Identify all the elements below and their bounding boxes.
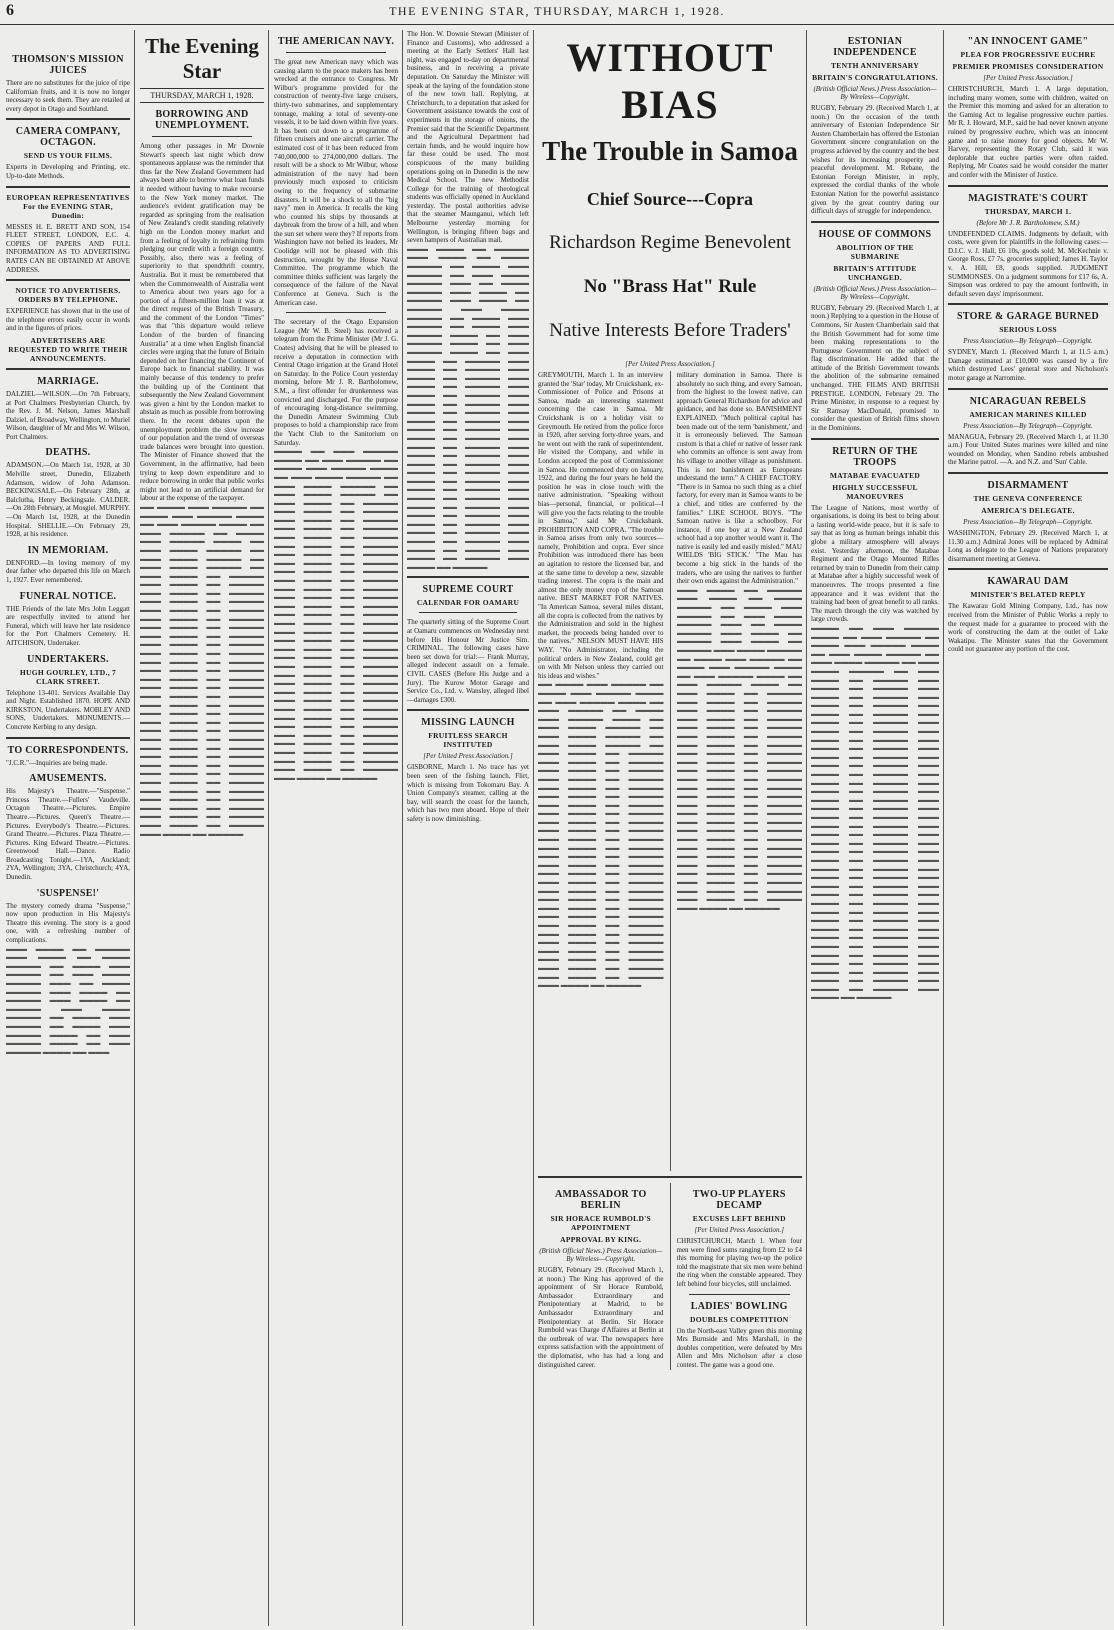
thomson-ad: There are no substitutes for the juice of ripe Californian fruits, and it is now no longer necessary to seek them. They are retailed at every depot in Otago and Southland. <box>6 79 130 113</box>
berlin-story <box>538 1183 664 1370</box>
notice-heading: NOTICE TO ADVERTISERS. ORDERS BY TELEPHONE. <box>15 286 121 305</box>
samoa-deck-copra: Chief Source---Copra <box>586 189 754 209</box>
kawarau-body: The Kawarau Gold Mining Company, Ltd., has now received from the Minister of Public Works a reply to the request made for a guarantee to proceed with the work of constructing the dam at the outlet of Lake Wakatipu. The Minister states that the Government could not guarantee any portion of the cost. <box>948 602 1108 654</box>
disarmament-subheading: THE GENEVA CONFERENCE <box>973 494 1083 504</box>
divider <box>152 136 252 137</box>
estonia-subheading-2: BRITAIN'S CONGRATULATIONS. <box>812 73 938 82</box>
divider <box>689 1294 791 1295</box>
kawarau-heading: KAWARAU DAM <box>987 576 1069 588</box>
berlin-subheading-2: APPROVAL BY KING. <box>560 1235 642 1244</box>
store-fire-heading: STORE & GARAGE BURNED <box>957 311 1099 323</box>
deaths-heading: DEATHS. <box>45 447 91 459</box>
column-rule <box>670 1183 671 1370</box>
divider <box>6 279 130 281</box>
missing-launch-heading: MISSING LAUNCH <box>421 717 515 729</box>
samoa-body-right-column <box>677 371 803 1171</box>
divider <box>6 186 130 188</box>
column-rule <box>670 371 671 1171</box>
page-dateline: THE EVENING STAR, THURSDAY, MARCH 1, 1928. <box>389 4 725 18</box>
samoa-body-right: military domination in Samoa. There is absolutely no such thing, and every Samoan, from the highest to the lowest native, can approach General Richardson for advice and guidance, and has done so. BANISHMENT EXPLAINED. "Much political capital has been made out of the term 'banishment,' and it is erroneously believed. The Samoan custom is that a chief or native of lesser rank who commits an offence is sent away from his village to another village as punishment. This is not banishment as Europeans understand the term." A CHIEF FACTORY. "There is in Samoa no such thing as a chief factory, for every man in Samoa wants to be a chief, and titles are conferred by the families." LIKE SCHOOL BOYS. "The Samoan native is like a schoolboy. For instance, if one boy at a New Zealand school had a top another would want it. The native is easily led and easily misled." MAU WIELDS 'BIG STICK.' "The Mau has become a big stick in the hands of the traders, who are using the natives to further their own ends against the Administration." <box>676 371 802 586</box>
editorial-body: Among other passages in Mr Downie Stewart's speech last night which drew spontaneous applause was the reminder that thus far the New Zealand Government had always been able to borrow what loan funds it needed without having to make recourse to the New York money market. The audience's evident gratification may be regarded as springing from the realisation of New Zealand's credit standing relatively high on the London money market and from a feeling of loyalty in refraining from pledging our credit with a foreign country. Possibly, also, there was a feeling of superiority to that spendthrift country, Australia. But it must be remembered that when the Commonwealth of Australia went to America about two years ago for a portion of a fifteen-million loan it was at the direct request of the British Treasury, and the comment of the London "Times" was that "this departure would relieve London of the burden of financing Australia" at a time when English financial circles were urging that the future of Britain depended on her financing the Continent of Europe back to financial stability. It was mainly because of this tendency to prefer the building up of the Continent that subsequently the New Zealand Government was given a hint by the London market to abstain as much as possible from borrowing there. In the recent debates upon the unemployment problem the slow increase of our population and the trend of overseas trade balances were brought into question. The Minister of Finance showed that the Government, in the affirmative, had been trying to keep down expenditure and to reduce borrowing in order that public works might not lead to an artificial demand for labour at the expense of the taxpayer. <box>140 142 264 503</box>
samoa-deck <box>538 136 802 342</box>
troops-body: The League of Nations, most worthy of organisations, is doing its best to bring about a lasting world-wide peace, but it is safe to say that as long as human beings inhabit this globe a military atmosphere will always exist. Yesterday afternoon, the Matabae Regiment and the Otago Mounted Rifles returned by train to Dunedin from their camp at Matabae after a highly successful week of manoeuvres. The troops presented a fine appearance and it was evident that the training had been of great benefit to all ranks. The march through the city was watched by large crowds. <box>811 503 939 624</box>
nicaragua-heading: NICARAGUAN REBELS <box>969 395 1087 407</box>
samoa-deck-native-interests: Native Interests Before Traders' <box>549 320 791 341</box>
estonia-body: RUGBY, February 29. (Received March 1, at noon.) On the occasion of the tenth anniversary of Estonian Independence Sir Austen Chamberlain has offered the Estonian Government sincere congratulation on the progress achieved by the country and the best wishes for its increasing prosperity and peaceful development. M. Rebane, the Estonian Foreign Minister, in reply, expressed the cordial thanks of the whole Estonian Nation for the powerful assistance given by the great country during our difficult days of struggle for independence. <box>811 104 939 216</box>
commons-credit: (British Official News.) Press Association—By Wireless—Copyright. <box>813 284 937 301</box>
divider <box>948 303 1108 305</box>
bowling-body: On the North-east Valley green this morning Mrs Burnside and Mrs Marshall, in the doubles competition, were defeated by Mrs Allen and Mrs Nicholson after a close contest. The game was a good one. <box>676 1326 802 1369</box>
berlin-credit: (British Official News.) Press Association—By Wireless—Copyright. <box>539 1247 663 1263</box>
nicaragua-body: MANAGUA, February 29. (Received March 1, at 11.30 a.m.) Four United States marines were killed and nine wounded on Monday, when Sandino rebels ambushed the Marine patrol. —A. and N.Z. and 'Sun' Cable. <box>948 432 1108 467</box>
euchre-heading: "AN INNOCENT GAME" <box>967 36 1089 47</box>
column-news-briefs <box>948 30 1108 1626</box>
marriage-notice: DALZIEL—WILSON.—On 7th February, at Port Chalmers Presbyterian Church, by the Rev. J. M. Nelson, James Marshall Dalziel, of Broadway, Wellington, to Muriel Wilson, daughter of Mr and Mrs W. Wilson, Port Chalmers. <box>6 389 130 441</box>
troops-heading: RETURN OF THE TROOPS <box>832 445 918 468</box>
divider <box>419 612 517 613</box>
column-samoa-feature <box>538 30 802 1626</box>
page-header <box>0 0 1114 25</box>
column-rule <box>134 30 135 1626</box>
column-filler-text: ▬▬▬▬ ▬▬ ▬▬▬ ▬▬▬▬▬ ▬▬▬▬ ▬▬ ▬▬▬ ▬▬▬▬▬ ▬▬ ▬▬▬▬ ▬▬▬ ▬▬▬▬▬ ▬▬▬▬ ▬▬ ▬▬▬ ▬▬▬▬ ▬▬▬▬▬ ▬▬ ▬▬▬ ▬▬▬▬ ▬▬▬▬▬ ▬▬ ▬▬▬ ▬▬▬▬ ▬▬▬▬▬ ▬▬ ▬▬▬ ▬▬▬▬ ▬▬ ▬▬▬▬▬ ▬▬▬ ▬▬▬▬ ▬▬ ▬▬▬▬▬ ▬▬▬ ▬▬▬▬ ▬▬ ▬▬▬▬▬ ▬▬▬ ▬▬▬▬ ▬▬ ▬▬▬▬▬ ▬▬▬ ▬▬▬▬ ▬▬ ▬▬▬▬▬ ▬▬▬ ▬▬▬▬ ▬▬ ▬▬▬▬▬ ▬▬▬ ▬▬▬▬ ▬▬ ▬▬▬▬▬ ▬▬▬ ▬▬▬▬ ▬▬ ▬▬▬▬▬ ▬▬▬ ▬▬▬▬ ▬▬ ▬▬▬▬▬ ▬▬▬ ▬▬▬▬ ▬▬ ▬▬▬▬▬ ▬▬▬ ▬▬▬▬ ▬▬ ▬▬▬▬▬ ▬▬▬ ▬▬▬▬ ▬▬ ▬▬▬▬▬ ▬▬▬ ▬▬▬▬ ▬▬ ▬▬▬▬▬ ▬▬▬ ▬▬▬▬ ▬▬ ▬▬▬▬▬ ▬▬▬ ▬▬▬▬ ▬▬ ▬▬▬▬▬ ▬▬▬ ▬▬▬▬ ▬▬ ▬▬▬▬▬ ▬▬▬ ▬▬▬▬ ▬▬ ▬▬▬▬▬ ▬▬▬ ▬▬▬▬ ▬▬ ▬▬▬▬▬ ▬▬▬ ▬▬▬▬ ▬▬ ▬▬▬▬▬ ▬▬▬ ▬▬▬▬ ▬▬ ▬▬▬▬▬ ▬▬▬ ▬▬▬▬ ▬▬ ▬▬▬▬▬ ▬▬▬ ▬▬▬▬ ▬▬ ▬▬▬▬▬ ▬▬▬ ▬▬▬▬ ▬▬ ▬▬▬▬▬ ▬▬▬ ▬▬▬▬ ▬▬ ▬▬▬▬▬ ▬▬▬ ▬▬▬▬ ▬▬ ▬▬▬▬▬ ▬▬▬ ▬▬▬▬ ▬▬ ▬▬▬▬▬ ▬▬▬ ▬▬▬▬ ▬▬ ▬▬▬▬▬ ▬▬▬ ▬▬▬▬ ▬▬ ▬▬▬▬▬ ▬▬▬ ▬▬▬▬ ▬▬ ▬▬▬▬▬ ▬▬▬ ▬▬▬▬ ▬▬ ▬▬▬▬▬ ▬▬▬ ▬▬▬▬ ▬▬ ▬▬▬▬▬ ▬▬▬ ▬▬▬▬ ▬▬ ▬▬▬▬▬ ▬▬▬ ▬▬▬▬ ▬▬ ▬▬▬▬▬ ▬▬▬ ▬▬▬▬ ▬▬ ▬▬▬▬▬ ▬▬▬ ▬▬▬▬ ▬▬ ▬▬▬▬▬ ▬▬▬ ▬▬▬▬ ▬▬ ▬▬▬▬▬ ▬▬▬ ▬▬▬▬ ▬▬ ▬▬▬▬▬ ▬▬▬ ▬▬▬▬ ▬▬ ▬▬▬▬▬ <box>811 623 939 1002</box>
column-filler-text: ▬▬▬▬ ▬▬ ▬▬▬ ▬▬▬▬▬ ▬▬▬▬ ▬▬ ▬▬▬ ▬▬▬▬▬ ▬▬ ▬▬▬▬ ▬▬▬ ▬▬▬▬▬ ▬▬▬▬ ▬▬ ▬▬▬ ▬▬▬▬ ▬▬▬▬▬ ▬▬ ▬▬▬ ▬▬▬▬ ▬▬▬▬▬ ▬▬ ▬▬▬ ▬▬▬▬ ▬▬▬▬▬ ▬▬ ▬▬▬ ▬▬▬▬ ▬▬ ▬▬▬▬▬ ▬▬▬ ▬▬▬▬ ▬▬ ▬▬▬▬▬ ▬▬▬ ▬▬▬▬ ▬▬ ▬▬▬▬▬ ▬▬▬ ▬▬▬▬ ▬▬ ▬▬▬▬▬ ▬▬▬ ▬▬▬▬ ▬▬ ▬▬▬▬▬ ▬▬▬ ▬▬▬▬ ▬▬ ▬▬▬▬▬ ▬▬▬ ▬▬▬▬ ▬▬ ▬▬▬▬▬ ▬▬▬ ▬▬▬▬ ▬▬ ▬▬▬▬▬ ▬▬▬ ▬▬▬▬ ▬▬ ▬▬▬▬▬ ▬▬▬ ▬▬▬▬ ▬▬ ▬▬▬▬▬ ▬▬▬ ▬▬▬▬ ▬▬ ▬▬▬▬▬ ▬▬▬ ▬▬▬▬ ▬▬ ▬▬▬▬▬ ▬▬▬ ▬▬▬▬ ▬▬ ▬▬▬▬▬ ▬▬▬ ▬▬▬▬ ▬▬ ▬▬▬▬▬ ▬▬▬ ▬▬▬▬ ▬▬ ▬▬▬▬▬ ▬▬▬ ▬▬▬▬ ▬▬ ▬▬▬▬▬ ▬▬▬ ▬▬▬▬ ▬▬ ▬▬▬▬▬ ▬▬▬ ▬▬▬▬ ▬▬ ▬▬▬▬▬ ▬▬▬ ▬▬▬▬ ▬▬ ▬▬▬▬▬ ▬▬▬ ▬▬▬▬ ▬▬ ▬▬▬▬▬ ▬▬▬ ▬▬▬▬ ▬▬ ▬▬▬▬▬ ▬▬▬ ▬▬▬▬ ▬▬ ▬▬▬▬▬ ▬▬▬ ▬▬▬▬ ▬▬ ▬▬▬▬▬ ▬▬▬ ▬▬▬▬ ▬▬ ▬▬▬▬▬ ▬▬▬ ▬▬▬▬ ▬▬ ▬▬▬▬▬ ▬▬▬ ▬▬▬▬ ▬▬ ▬▬▬▬▬ ▬▬▬ ▬▬▬▬ ▬▬ ▬▬▬▬▬ ▬▬▬ ▬▬▬▬ ▬▬ ▬▬▬▬▬ ▬▬▬ ▬▬▬▬ ▬▬ ▬▬▬▬▬ ▬▬▬ ▬▬▬▬ ▬▬ ▬▬▬▬▬ ▬▬▬ ▬▬▬▬ ▬▬ ▬▬▬▬▬ ▬▬▬ ▬▬▬▬ ▬▬ ▬▬▬▬▬ ▬▬▬ ▬▬▬▬ ▬▬ ▬▬▬▬▬ <box>274 447 398 782</box>
suspense-review: The mystery comedy drama "Suspense," now upon production in His Majesty's Theatre this evening. The story is a good one, with a refreshing number of complications. <box>6 901 130 945</box>
masthead: The Evening Star <box>145 34 259 83</box>
twoup-story <box>677 1183 803 1370</box>
magistrate-heading: MAGISTRATE'S COURT <box>968 192 1088 204</box>
agents-heading: EUROPEAN REPRESENTATIVES For the EVENING STAR, Dunedin: <box>6 192 130 220</box>
column-rule <box>806 30 807 1626</box>
navy-body: The great new American navy which was causing alarm to the peace makers has been wrecked at the entrance to Congress. Mr Wilbur's programme provided for the construction of twenty-five large cruisers, thirty-two submarines, and supplementary tonnage, making a total of seventy-one vessels, it to be laid down within five years. It has been cut down to a programme of fifteen cruisers and one aircraft carrier. The estimated cost of it has been reduced from 740,000,000 to 274,000,000 dollars. The result will be a shock to Mr Wilbur, whose administration of the navy had been previously much exposed to criticism owing to the frequency of submarine disasters. It will be a shock to all the "big navy" men in America. It recalls the king who counted his ships by thousands at daybreak from the brow of a hill, and when the sun set where were they? If reports from Washington have not belied its leaders, Mr Coolidge will not be pleased with this destruction, wrought by the House Naval Committee. The programme which the committee thinks sufficient was largely the consequence of the failure of the Naval Conference at Geneva. Such is the American case. <box>274 58 398 307</box>
memoriam-notice: DENFORD.—In loving memory of my dear father who departed this life on March 1, 1927. Ever remembered. <box>6 558 130 584</box>
samoa-lower-columns <box>538 1183 802 1370</box>
memoriam-heading: IN MEMORIAM. <box>27 544 109 556</box>
disarmament-subheading-2: AMERICA'S DELEGATE. <box>981 506 1075 516</box>
berlin-heading: AMBASSADOR TO BERLIN <box>554 1189 647 1211</box>
column-rule <box>533 30 534 1626</box>
supreme-court-body: The quarterly sitting of the Supreme Court at Oamaru commences on Wednesday next before His Honour Mr Justice Sim. CRIMINAL. The following cases have been set down for trial:— Frank Murray, alleged indecent assault on a female. CIVIL CASES (Before His Judge and a Jury). The Kurow Motor Garage and Service Co., Ltd. v. Wansley, alleged libel—damages £300. <box>407 618 529 704</box>
nicaragua-credit: Press Association—By Telegraph—Copyright. <box>963 421 1093 430</box>
missing-launch-body: GISBORNE, March 1. No trace has yet been seen of the fishing launch, Flirt, which is missing from Tokomaru Bay. A Union Company's steamer, calling at the bay, will search the coast for the launch, which has two men aboard. Hope of their safety is now diminishing. <box>407 763 529 823</box>
kawarau-subheading: MINISTER'S BELATED REPLY <box>970 590 1086 600</box>
divider <box>6 118 130 120</box>
samoa-headline: The Trouble in Samoa <box>542 136 798 166</box>
samoa-body-left: GREYMOUTH, March 1. In an interview granted the 'Star' today, Mr Cruickshank, ex-Commissioner of Police and Prisons at Samoa, made an interesting statement concerning the case in Samoa. Mr Cruickshank is on a holiday visit to Greymouth. He retired from the police force in 1920, after serving forty-three years, and he went out with the rank of superintendent. He visited the Company, and while in London accepted the post of Commissioner in Samoa. He commenced duty on January, 1922, and during the four years he held the position he was in close touch with the native administration. "Speaking without bias—personal, financial, or political—I will give you the facts relating to the trouble in Samoa," said Mr Cruickshank. PROHIBITION AND COPRA. "The trouble in Samoa arises from only two sources—namely, Prohibition and copra. Ever since Prohibition was introduced there has been an agitation to restore the licensed bar, and at the same time to develop a new, sizeable trading interest. The copra is the main and almost the only money crop of the Samoan native. BEST MARKET FOR NATIVES. "In American Samoa, several miles distant, all the copra is collected from the natives by the Administration and sold in the highest market, the proceeds being handed over to the natives." NELSON MUST HAVE HIS WAY. "No Administrator, including the political orders in New Zealand, could get on with Mr Nelson unless they carried out his ideas and wishes." <box>538 371 664 680</box>
samoa-body-columns <box>538 371 802 1171</box>
column-filler-text: ▬▬▬ ▬▬▬▬ ▬▬ ▬▬▬▬▬ ▬▬▬ ▬▬▬▬ ▬▬ ▬▬▬▬ ▬▬▬▬▬ ▬▬ ▬▬▬▬ ▬▬▬ ▬▬▬▬▬ ▬▬ ▬▬▬ ▬▬▬▬ ▬▬▬▬▬ ▬▬▬ ▬▬ ▬▬▬▬ ▬▬▬▬▬ ▬▬▬ ▬▬▬▬ ▬▬ ▬▬▬▬▬ ▬▬▬ ▬▬▬▬ ▬▬ ▬▬▬▬▬ ▬▬▬ ▬▬▬▬ ▬▬▬▬▬ ▬▬ ▬▬▬▬ ▬▬▬ ▬▬▬▬▬ ▬▬ ▬▬▬▬ ▬▬▬ ▬▬▬▬▬ ▬▬▬▬ ▬▬ ▬▬▬ ▬▬▬▬▬ ▬▬▬▬ ▬▬ ▬▬▬ ▬▬▬▬▬ ▬▬▬▬ ▬▬ ▬▬▬ <box>6 944 130 1056</box>
missing-launch-subheading: FRUITLESS SEARCH INSTITUTED <box>428 731 508 750</box>
divider <box>6 368 130 370</box>
column-american-navy <box>274 30 398 1626</box>
divider <box>811 438 939 440</box>
supreme-court-subheading: CALENDAR FOR OAMARU <box>416 598 520 608</box>
divider <box>948 568 1108 570</box>
column-classifieds <box>6 30 130 1626</box>
column-local-news <box>407 30 529 1626</box>
magistrate-date: THURSDAY, MARCH 1. <box>984 206 1072 216</box>
twoup-heading: TWO-UP PLAYERS DECAMP <box>692 1189 786 1211</box>
berlin-body: RUGBY, February 29. (Received March 1, at noon.) The King has approved of the appointment of Sir Horace Rumbold, Ambassador Extraordinary and Plenipotentiary at Madrid, to be Ambassador Extraordinary and Plenipotentiary at Berlin. Sir Horace Rumbold was Charge d'Affaires at Berlin at the outbreak of war. The newspapers here express satisfaction with the appointment of the diplomatist, who has had a long and distinguished career. <box>538 1266 664 1369</box>
commons-body: RUGBY, February 29. (Received March 1, at noon.) Replying to a question in the House of Commons, Sir Austen Chamberlain said that the British Government had for some time been making representations to the Portuguese Government on the subject of flag discrimination. He added that the attitude of the British Government towards the abolition of the submarine remained unchanged. THE FILMS AND BRITISH PRESTIGE. LONDON, February 29. The Prime Minister, in response to a request by Sir Ramsay MacDonald, promised to consider the question of British films shown in the Dominions. <box>811 303 939 433</box>
column-filler-text: ▬▬ ▬▬▬▬ ▬▬▬ ▬▬▬▬▬ ▬▬ ▬▬▬▬ ▬▬▬ ▬▬▬▬▬ ▬▬▬▬ ▬▬ ▬▬▬ ▬▬▬▬▬ ▬▬▬▬ ▬▬ ▬▬▬ ▬▬▬▬▬ ▬▬ ▬▬▬▬ ▬▬▬ ▬▬▬▬▬ ▬▬▬▬ ▬▬ ▬▬▬ ▬▬▬▬ ▬▬▬▬▬ ▬▬ ▬▬▬ ▬▬▬▬ ▬▬▬▬▬ ▬▬ ▬▬▬ ▬▬▬▬ ▬▬▬▬▬ ▬▬ ▬▬▬ ▬▬▬▬ ▬▬ ▬▬▬▬▬ ▬▬▬ ▬▬▬▬ ▬▬ ▬▬▬▬▬ ▬▬▬ ▬▬▬▬ ▬▬ ▬▬▬▬▬ ▬▬▬ ▬▬▬▬ ▬▬ ▬▬▬▬▬ ▬▬▬ ▬▬▬▬ ▬▬ ▬▬▬▬▬ ▬▬▬ ▬▬▬▬ ▬▬ ▬▬▬▬▬ ▬▬▬ ▬▬▬▬ ▬▬ ▬▬▬▬▬ ▬▬▬ ▬▬▬▬ ▬▬ ▬▬▬▬▬ ▬▬▬ ▬▬▬▬ ▬▬ ▬▬▬▬▬ ▬▬▬ ▬▬▬▬ ▬▬ ▬▬▬▬▬ ▬▬▬ ▬▬▬▬ ▬▬ ▬▬▬▬▬ ▬▬▬ ▬▬▬▬ ▬▬ ▬▬▬▬▬ ▬▬▬ ▬▬▬▬ ▬▬ ▬▬▬▬▬ ▬▬▬ ▬▬▬▬ ▬▬ ▬▬▬▬▬ ▬▬▬ ▬▬▬▬ ▬▬ ▬▬▬▬▬ ▬▬▬ ▬▬▬▬ ▬▬ ▬▬▬▬▬ ▬▬▬ ▬▬▬▬ ▬▬ ▬▬▬▬▬ ▬▬▬ ▬▬▬▬ ▬▬ ▬▬▬▬▬ ▬▬▬ ▬▬▬▬ ▬▬ ▬▬▬▬▬ ▬▬▬ ▬▬▬▬ ▬▬ ▬▬▬▬▬ ▬▬▬ ▬▬▬▬ ▬▬ ▬▬▬▬▬ ▬▬▬ ▬▬▬▬ ▬▬ ▬▬▬▬▬ ▬▬▬ ▬▬▬▬ ▬▬ ▬▬▬▬▬ ▬▬▬ ▬▬▬▬ ▬▬ ▬▬▬▬▬ ▬▬▬ ▬▬▬▬ ▬▬ ▬▬▬▬▬ ▬▬▬ ▬▬▬▬ ▬▬ ▬▬▬▬▬ ▬▬▬ ▬▬▬▬ ▬▬ ▬▬▬▬▬ ▬▬▬ ▬▬▬▬ ▬▬ ▬▬▬▬▬ ▬▬▬ ▬▬▬▬ ▬▬ ▬▬▬▬▬ ▬▬▬ ▬▬▬▬ ▬▬ ▬▬▬▬▬ ▬▬▬ ▬▬▬▬ ▬▬ ▬▬▬▬▬ <box>140 502 264 838</box>
commons-subheading: ABOLITION OF THE SUBMARINE <box>836 242 914 261</box>
bowling-subheading: DOUBLES COMPETITION <box>690 1314 789 1324</box>
divider <box>286 312 386 313</box>
amusements-list: His Majesty's Theatre.—"Suspense." Princess Theatre.—Fullers' Vaudeville. Octagon Theatre.—Pictures. Empire Theatre.—Pictures. Queen's Theatre.—Pictures. Everybody's Theatre.—Pictures. Grand Theatre.—Pictures. Plaza Theatre.—Pictures. King Edward Theatre.—Pictures. Greenwood Hall.—Dance. Radio Broadcasting Tonight.—1YA, Auckland; 2YA, Wellington; 3YA, Christchurch; 4YA, Dunedin. <box>6 787 130 882</box>
divider <box>6 737 130 739</box>
column-editorial <box>140 30 264 1626</box>
samoa-deck-richardson: Richardson Regime Benevolent <box>549 232 791 253</box>
local-news-body: The secretary of the Otago Expansion League (Mr W. B. Steel) has received a telegram from the Prime Minister (Mr J. G. Coates) advising that he will be pleased to receive a deputation in connection with Central Otago irrigation at the Grand Hotel on Saturday. In the Police Court yesterday morning, before Mr J. R. Bartholomew, S.M., a first offender for drunkenness was convicted and discharged. For the purpose of encouraging long-distance swimming, the Dunedin Amateur Swimming Club proposes to hold a championship race from the Yacht Club to the Sanitorium on Saturday. <box>274 318 398 447</box>
divider <box>407 576 529 578</box>
suspense-heading: 'SUSPENSE!' <box>36 887 100 899</box>
agents-notice: MESSES H. E. BRETT AND SON, 154 FLEET STREET, LONDON, E.C. 4. COPIES OF PAPERS AND FULL INFORMATION AS TO ADVERTISING RATES CAN BE OBTAINED AT ABOVE ADDRESS. <box>6 222 130 274</box>
page-number: 6 <box>6 2 14 19</box>
disarmament-credit: Press Association—By Telegraph—Copyright. <box>963 518 1093 527</box>
estonia-subheading: TENTH ANNIVERSARY <box>831 61 919 70</box>
divider <box>948 472 1108 474</box>
commons-heading: HOUSE OF COMMONS <box>818 228 932 240</box>
column-rule <box>268 30 269 1626</box>
funeral-heading: FUNERAL NOTICE. <box>19 590 117 602</box>
disarmament-body: WASHINGTON, February 29. (Received March 1, at 11.30 a.m.) Admiral Jones will be replaced by Admiral Long as delegate to the League of Nations preparatory disarmament meeting at Geneva. <box>948 529 1108 563</box>
divider <box>948 388 1108 390</box>
navy-heading: THE AMERICAN NAVY. <box>277 36 395 47</box>
column-filler-text: ▬▬▬ ▬▬▬▬ ▬▬ ▬▬▬▬▬ ▬▬▬ ▬▬▬▬ ▬▬ ▬▬▬▬ ▬▬▬▬▬ ▬▬ ▬▬▬▬ ▬▬▬ ▬▬▬▬▬ ▬▬ ▬▬▬ ▬▬▬▬ ▬▬▬▬▬ ▬▬▬ ▬▬ ▬▬▬▬ ▬▬▬▬▬ ▬▬▬ ▬▬▬▬ ▬▬ ▬▬▬▬▬ ▬▬▬ ▬▬▬▬ ▬▬ ▬▬▬▬▬ ▬▬▬ ▬▬▬▬ ▬▬▬▬▬ ▬▬ ▬▬▬▬ ▬▬▬ ▬▬▬▬▬ ▬▬ ▬▬▬▬ ▬▬▬ ▬▬▬▬▬ ▬▬▬▬ ▬▬ ▬▬▬ ▬▬▬▬▬ ▬▬▬▬ ▬▬ ▬▬▬ ▬▬▬▬▬ ▬▬▬▬ ▬▬ ▬▬▬ ▬▬▬▬ ▬▬ ▬▬▬▬▬ ▬▬▬ ▬▬▬▬ ▬▬ ▬▬▬▬▬ ▬▬▬ ▬▬▬▬ ▬▬ ▬▬▬▬▬ ▬▬▬ ▬▬▬▬ ▬▬ ▬▬▬▬▬ ▬▬▬ ▬▬▬▬ ▬▬ ▬▬▬▬▬ ▬▬▬ ▬▬▬▬ ▬▬ ▬▬▬▬▬ ▬▬▬ ▬▬▬▬ ▬▬ ▬▬▬▬▬ ▬▬▬ ▬▬▬▬ ▬▬ ▬▬▬▬▬ ▬▬▬ ▬▬▬▬ ▬▬ ▬▬▬▬▬ ▬▬▬ ▬▬▬▬ ▬▬ ▬▬▬▬▬ ▬▬▬ ▬▬▬▬ ▬▬ ▬▬▬▬▬ ▬▬▬ ▬▬▬▬ ▬▬ ▬▬▬▬▬ ▬▬▬ ▬▬▬▬ ▬▬ ▬▬▬▬▬ ▬▬▬ ▬▬▬▬ ▬▬ ▬▬▬▬▬ ▬▬▬ ▬▬▬▬ ▬▬ ▬▬▬▬▬ ▬▬▬ ▬▬▬▬ ▬▬ ▬▬▬▬▬ ▬▬▬ ▬▬▬▬ ▬▬ ▬▬▬▬▬ ▬▬▬ ▬▬▬▬ ▬▬ ▬▬▬▬▬ ▬▬▬ ▬▬▬▬ ▬▬ ▬▬▬▬▬ ▬▬▬ ▬▬▬▬ ▬▬ ▬▬▬▬▬ ▬▬▬ ▬▬▬▬ ▬▬ ▬▬▬▬▬ ▬▬▬ ▬▬▬▬ ▬▬ ▬▬▬▬▬ ▬▬▬ ▬▬▬▬ ▬▬ ▬▬▬▬▬ ▬▬▬ ▬▬▬▬ ▬▬ ▬▬▬▬▬ ▬▬▬ ▬▬▬▬ ▬▬ ▬▬▬▬▬ ▬▬▬ ▬▬▬▬ ▬▬ ▬▬▬▬▬ <box>676 585 802 912</box>
divider <box>538 1176 802 1178</box>
amusements-heading: AMUSEMENTS. <box>29 773 107 785</box>
camera-ad: Experts in Developing and Printing, etc. Up-to-date Methods. <box>6 163 130 180</box>
advertisers-heading: ADVERTISERS ARE REQUESTED TO WRITE THEIR ANNOUNCEMENTS. <box>8 335 128 363</box>
euchre-subheading-2: PREMIER PROMISES CONSIDERATION <box>952 62 1104 71</box>
correspondents-note: "J.C.R."—Inquiries are being made. <box>6 758 108 767</box>
euchre-subheading: PLEA FOR PROGRESSIVE EUCHRE <box>960 50 1096 59</box>
samoa-credit: [Per United Press Association.] <box>625 360 715 368</box>
divider <box>286 52 386 53</box>
twoup-credit: [Per United Press Association.] <box>694 1226 784 1234</box>
column-rule <box>402 30 403 1626</box>
undertakers-subheading: HUGH GOURLEY, LTD., 7 CLARK STREET. <box>19 667 117 686</box>
store-fire-body: SYDNEY, March 1. (Received March 1, at 11.5 a.m.) Damage estimated at £10,000 was caused by a fire which destroyed Lees' general store and Nicholson's motor garage at Narromine. <box>948 348 1108 383</box>
euchre-credit: [Per United Press Association.] <box>983 74 1073 82</box>
camera-subheading: SEND US YOUR FILMS. <box>23 151 113 161</box>
bowling-heading: LADIES' BOWLING <box>690 1300 788 1312</box>
column-filler-text: ▬▬ ▬▬▬▬ ▬▬▬ ▬▬▬▬▬ ▬▬ ▬▬▬▬ ▬▬▬ ▬▬▬▬▬ ▬▬▬▬ ▬▬ ▬▬▬ ▬▬▬▬▬ ▬▬▬▬ ▬▬ ▬▬▬ ▬▬▬▬▬ ▬▬ ▬▬▬▬ ▬▬▬ ▬▬▬▬▬ ▬▬▬▬ ▬▬ ▬▬▬ ▬▬▬▬ ▬▬▬▬▬ ▬▬ ▬▬▬ ▬▬▬▬ ▬▬▬▬▬ ▬▬ ▬▬▬ ▬▬▬▬ ▬▬▬▬▬ ▬▬ ▬▬▬ ▬▬▬▬ ▬▬ ▬▬▬▬▬ ▬▬▬ ▬▬▬▬ ▬▬ ▬▬▬▬▬ ▬▬▬ ▬▬▬▬ ▬▬ ▬▬▬▬▬ ▬▬▬ ▬▬▬▬ ▬▬ ▬▬▬▬▬ ▬▬▬ ▬▬▬▬ ▬▬ ▬▬▬▬▬ ▬▬▬ ▬▬▬▬ ▬▬ ▬▬▬▬▬ ▬▬▬ ▬▬▬▬ ▬▬ ▬▬▬▬▬ ▬▬▬ ▬▬▬▬ ▬▬ ▬▬▬▬▬ ▬▬▬ ▬▬▬▬ ▬▬ ▬▬▬▬▬ ▬▬▬ ▬▬▬▬ ▬▬ ▬▬▬▬▬ ▬▬▬ ▬▬▬▬ ▬▬ ▬▬▬▬▬ ▬▬▬ ▬▬▬▬ ▬▬ ▬▬▬▬▬ ▬▬▬ ▬▬▬▬ ▬▬ ▬▬▬▬▬ ▬▬▬ ▬▬▬▬ ▬▬ ▬▬▬▬▬ ▬▬▬ ▬▬▬▬ ▬▬ ▬▬▬▬▬ ▬▬▬ ▬▬▬▬ ▬▬ ▬▬▬▬▬ ▬▬▬ ▬▬▬▬ ▬▬ ▬▬▬▬▬ ▬▬▬ ▬▬▬▬ ▬▬ ▬▬▬▬▬ ▬▬▬ ▬▬▬▬ ▬▬ ▬▬▬▬▬ ▬▬▬ ▬▬▬▬ ▬▬ ▬▬▬▬▬ ▬▬▬ ▬▬▬▬ ▬▬ ▬▬▬▬▬ ▬▬▬ ▬▬▬▬ ▬▬ ▬▬▬▬▬ ▬▬▬ ▬▬▬▬ ▬▬ ▬▬▬▬▬ ▬▬▬ ▬▬▬▬ ▬▬ ▬▬▬▬▬ ▬▬▬ ▬▬▬▬ ▬▬ ▬▬▬▬▬ ▬▬▬ ▬▬▬▬ ▬▬ ▬▬▬▬▬ ▬▬▬ ▬▬▬▬ ▬▬ ▬▬▬▬▬ ▬▬▬ ▬▬▬▬ ▬▬ ▬▬▬▬▬ <box>538 680 664 990</box>
samoa-deck-brass-hat: No "Brass Hat" Rule <box>583 276 757 297</box>
divider <box>811 221 939 223</box>
store-fire-credit: Press Association—By Telegraph—Copyright. <box>963 337 1093 346</box>
funeral-notice: THE Friends of the late Mrs John Leggatt are respectfully invited to attend her Funeral, which will leave her late residence for the Port Chalmers Cemetery. H. AITCHISON, Undertaker. <box>6 604 130 647</box>
correspondents-heading: TO CORRESPONDENTS. <box>7 744 129 756</box>
troops-subheading-2: HIGHLY SUCCESSFUL MANOEUVRES <box>832 482 918 501</box>
nicaragua-subheading: AMERICAN MARINES KILLED <box>969 409 1087 419</box>
marriage-heading: MARRIAGE. <box>37 375 99 387</box>
twoup-subheading: EXCUSES LEFT BEHIND <box>692 1214 786 1223</box>
undertakers-heading: UNDERTAKERS. <box>27 653 109 665</box>
finance-minister-news: The Hon. W. Downie Stewart (Minister of Finance and Customs), who addressed a meeting at the Early Settlers' Hall last night, was engaged to-day on departmental business, and in receiving a private deputation. On Saturday the Minister will speak at the laying of the foundation stone of the new town hall. Replying, at Christchurch, to a deputation that asked for Government assistance towards the cost of experiments in the storage of onions, the Premier said that the Scientific Department and the Agricultural Department had certain funds, and he would inquire how far these could be used. The most conspicuous of the many building operations going on in Dunedin is the new Medical School. The new Methodist College for the training of theological students was officially opened in Auckland yesterday. The postal authorities advise that the steamer Maunganui, which left Melbourne yesterday morning for Wellington, is bringing fifteen bags and seven hampers of Australian mail. <box>407 30 529 245</box>
euchre-body: CHRISTCHURCH, March 1. A large deputation, including many women, some with children, waited on the Premier this morning and asked for an alteration to the Gaming Act to legalise progressive euchre parties. Mr R. J. Howard, M.P., said he had never known anyone ruined by progressive euchre, which was an innocent game and to raise money for good objects. Mr W. Harvey, representing the Rotary Club, said it was deplorable that euchre parties were often raided. Replying, Mr Coates said he would consider the matter and confer with the Minister of Justice. <box>948 85 1108 179</box>
missing-launch-credit: [Per United Press Association.] <box>423 752 513 761</box>
camera-heading: CAMERA COMPANY, OCTAGON. <box>15 126 121 149</box>
commons-subheading-2: BRITAIN'S ATTITUDE UNCHANGED. <box>833 263 917 282</box>
magistrate-body: UNDEFENDED CLAIMS. Judgments by default, with costs, were given for plaintiffs in the following cases:— D.I.C. v. J. Hall, £6 10s, goods sold; M. McKechnie v. George Ross, £7 7s, groceries supplied; James H. Taylor v. A. Hill, £8, goods supplied. JUDGMENT SUMMONSES. On a judgment summons for £17 6s, A. Simpson was ordered to pay the amount forthwith, in default seven days' imprisonment. <box>948 229 1108 298</box>
without-bias-banner: WITHOUT BIAS <box>566 35 774 127</box>
notice-body: EXPERIENCE has shown that in the use of the telephone errors easily occur in words and in the figures of prices. <box>6 307 130 333</box>
divider <box>407 709 529 711</box>
divider <box>948 185 1108 187</box>
supreme-court-heading: SUPREME COURT <box>422 584 514 596</box>
column-rule <box>943 30 944 1626</box>
column-cables <box>811 30 939 1626</box>
twoup-body: CHRISTCHURCH, March 1. When four men were fined sums ranging from £2 to £4 this morning for playing two-up the police told the magistrate that six men were behind the ring when the constable appeared. They left behind four bicycles, still unclaimed. <box>676 1237 802 1288</box>
magistrate-bench: (Before Mr J. R. Bartholomew, S.M.) <box>976 218 1080 227</box>
berlin-subheading: SIR HORACE RUMBOLD'S APPOINTMENT <box>550 1214 652 1232</box>
store-fire-subheading: SERIOUS LOSS <box>999 325 1057 335</box>
samoa-body-left-column <box>538 371 664 1171</box>
undertakers-ads: Telephone 13-401. Services Available Day and Night. Established 1870. HOPE AND KIRKSTON, Undertakers. MOBLEY AND SONS, Undertakers. MONUMENTS.—Concrete Kerbing to any design. <box>6 688 130 731</box>
disarmament-heading: DISARMAMENT <box>987 480 1069 492</box>
estonia-heading: ESTONIAN INDEPENDENCE <box>833 36 917 58</box>
troops-subheading: MATABAE EVACUATED <box>829 470 921 480</box>
deaths-notices: ADAMSON.—On March 1st, 1928, at 30 Melville street, Dunedin, Elizabeth Adamson, widow of John Adamson. BECKINGSALE.—On February 28th, at Balclutha, Henry Beckingsale. CALDER.—On 28th February, at Mosgiel. MURPHY.—On March 1st, 1928, at the Dunedin Hospital. SHELLIE.—On February 29, 1928, at his residence. <box>6 461 130 539</box>
column-filler-text: ▬▬▬ ▬▬▬▬ ▬▬ ▬▬▬▬▬ ▬▬▬ ▬▬▬▬ ▬▬ ▬▬▬▬ ▬▬▬▬▬ ▬▬ ▬▬▬▬ ▬▬▬ ▬▬▬▬▬ ▬▬ ▬▬▬ ▬▬▬▬ ▬▬▬▬▬ ▬▬▬ ▬▬ ▬▬▬▬ ▬▬▬▬▬ ▬▬▬ ▬▬▬▬ ▬▬ ▬▬▬▬▬ ▬▬▬ ▬▬▬▬ ▬▬ ▬▬▬▬▬ ▬▬▬ ▬▬▬▬ ▬▬▬▬▬ ▬▬ ▬▬▬▬ ▬▬▬ ▬▬▬▬▬ ▬▬ ▬▬▬▬ ▬▬▬ ▬▬▬▬▬ ▬▬▬▬ ▬▬ ▬▬▬ ▬▬▬▬▬ ▬▬▬▬ ▬▬ ▬▬▬ ▬▬▬▬▬ ▬▬▬▬ ▬▬ ▬▬▬ ▬▬▬▬ ▬▬ ▬▬▬▬▬ ▬▬▬ ▬▬▬▬ ▬▬ ▬▬▬▬▬ ▬▬▬ ▬▬▬▬ ▬▬ ▬▬▬▬▬ ▬▬▬ ▬▬▬▬ ▬▬ ▬▬▬▬▬ ▬▬▬ ▬▬▬▬ ▬▬ ▬▬▬▬▬ ▬▬▬ ▬▬▬▬ ▬▬ ▬▬▬▬▬ ▬▬▬ ▬▬▬▬ ▬▬ ▬▬▬▬▬ ▬▬▬ ▬▬▬▬ ▬▬ ▬▬▬▬▬ ▬▬▬ ▬▬▬▬ ▬▬ ▬▬▬▬▬ ▬▬▬ ▬▬▬▬ ▬▬ ▬▬▬▬▬ ▬▬▬ ▬▬▬▬ ▬▬ ▬▬▬▬▬ ▬▬▬ ▬▬▬▬ ▬▬ ▬▬▬▬▬ ▬▬▬ ▬▬▬▬ ▬▬ ▬▬▬▬▬ ▬▬▬ ▬▬▬▬ ▬▬ ▬▬▬▬▬ ▬▬▬ ▬▬▬▬ ▬▬ ▬▬▬▬▬ ▬▬▬ ▬▬▬▬ ▬▬ ▬▬▬▬▬ ▬▬▬ ▬▬▬▬ ▬▬ ▬▬▬▬▬ ▬▬▬ ▬▬▬▬ ▬▬ ▬▬▬▬▬ ▬▬▬ ▬▬▬▬ ▬▬ ▬▬▬▬▬ ▬▬▬ ▬▬▬▬ ▬▬ ▬▬▬▬▬ ▬▬▬ ▬▬▬▬ ▬▬ ▬▬▬▬▬ ▬▬▬ ▬▬▬▬ ▬▬ ▬▬▬▬▬ ▬▬▬ ▬▬▬▬ ▬▬ ▬▬▬▬▬ ▬▬▬ ▬▬▬▬ ▬▬ ▬▬▬▬▬ ▬▬▬ ▬▬▬▬ ▬▬ ▬▬▬▬▬ <box>407 244 529 571</box>
estonia-credit: (British Official News.) Press Association—By Wireless—Copyright. <box>813 85 937 101</box>
masthead-date: THURSDAY, MARCH 1, 1928. <box>140 88 264 103</box>
editorial-heading: BORROWING AND UNEMPLOYMENT. <box>155 109 249 131</box>
thomson-heading: THOMSON'S MISSION JUICES <box>12 54 124 76</box>
